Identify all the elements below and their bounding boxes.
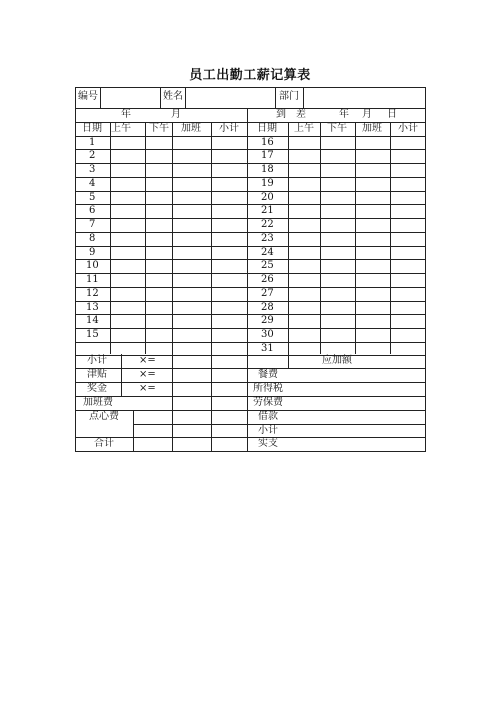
overtime-pay-label: 加班费 (83, 397, 113, 408)
col-overtime-right: 加班 (362, 123, 382, 134)
day-number: 3 (89, 164, 96, 175)
row-line (75, 246, 426, 247)
row-line (75, 218, 426, 219)
col-am-right: 上午 (294, 123, 314, 134)
day-number: 27 (261, 288, 274, 299)
col-am-left: 上午 (111, 123, 131, 134)
subtotal-right-label: 小计 (258, 425, 278, 436)
meal-label: 餐费 (258, 369, 278, 380)
column-header-line (75, 136, 426, 137)
row-line (75, 273, 426, 274)
day-number: 19 (261, 178, 274, 189)
day-number: 22 (261, 219, 274, 230)
day-number: 23 (261, 233, 274, 244)
row-line (75, 149, 426, 150)
day-number: 6 (89, 205, 96, 216)
col-subtotal-right: 小计 (398, 123, 418, 134)
summary-divider (133, 410, 134, 452)
day-number: 8 (89, 233, 96, 244)
row-line (75, 191, 426, 192)
income-tax-label: 所得税 (253, 383, 283, 394)
day-number: 31 (261, 343, 274, 354)
col-pm-left: 下午 (149, 123, 169, 134)
grid-divider (145, 122, 146, 354)
row-line (75, 259, 426, 260)
summary-divider (121, 354, 122, 396)
day-number: 11 (86, 274, 99, 285)
col-subtotal-left: 小计 (219, 123, 239, 134)
header-divider (275, 87, 276, 108)
id-field[interactable] (101, 88, 159, 107)
snack-pay-label: 点心费 (89, 411, 119, 422)
row-line (75, 204, 426, 205)
month2-label: 月 (362, 109, 372, 120)
allowance-label: 津贴 (87, 369, 107, 380)
col-overtime-left: 加班 (181, 123, 201, 134)
row-line (75, 163, 426, 164)
day-number: 28 (261, 302, 274, 313)
year-label: 年 (121, 109, 131, 120)
day-number: 25 (261, 260, 274, 271)
day-number: 10 (86, 260, 99, 271)
day-number: 2 (89, 150, 96, 161)
diff-label: 差 (296, 109, 306, 120)
header-divider (160, 87, 161, 108)
grid-divider (390, 122, 391, 354)
page-title: 员工出勤工薪记算表 (189, 68, 311, 83)
day-number: 12 (86, 288, 99, 299)
summary-row-line (75, 410, 426, 411)
bonus-times-eq: ×= (139, 383, 156, 394)
bonus-label: 奖金 (87, 383, 107, 394)
day-number: 18 (261, 164, 274, 175)
payable-label: 应加额 (322, 355, 352, 366)
day-number: 1 (89, 137, 96, 148)
row-line (75, 328, 426, 329)
day-number: 14 (86, 315, 99, 326)
summary-row-line (133, 424, 426, 425)
subtotal-label: 小计 (87, 355, 107, 366)
grid-divider (355, 122, 356, 354)
name-field[interactable] (186, 88, 274, 107)
to-label: 到 (276, 109, 286, 120)
day-number: 29 (261, 315, 274, 326)
border-right (425, 87, 426, 452)
day-number: 4 (89, 178, 96, 189)
row-line (75, 232, 426, 233)
day-number: 21 (261, 205, 274, 216)
name-label: 姓名 (163, 91, 183, 102)
allowance-times-eq: ×= (139, 369, 156, 380)
summary-row-line (75, 396, 426, 397)
row-line (75, 355, 426, 356)
grid-divider (247, 108, 248, 452)
labor-insurance-label: 劳保费 (253, 397, 283, 408)
day-number: 26 (261, 274, 274, 285)
grid-divider (110, 122, 111, 354)
row-line (75, 342, 426, 343)
dept-field[interactable] (304, 88, 424, 107)
id-label: 编号 (78, 91, 98, 102)
day-number: 7 (89, 219, 96, 230)
day-number: 17 (261, 150, 274, 161)
attendance-form (75, 87, 426, 452)
row-line (75, 287, 426, 288)
row-line (75, 177, 426, 178)
col-date-left: 日期 (82, 123, 102, 134)
net-pay-label: 实支 (258, 438, 278, 449)
border-left (75, 87, 76, 452)
col-date-right: 日期 (257, 123, 277, 134)
year2-label: 年 (339, 109, 349, 120)
day-number: 13 (86, 302, 99, 313)
day-label: 日 (387, 109, 397, 120)
grid-divider (288, 122, 289, 368)
loan-label: 借款 (258, 411, 278, 422)
col-pm-right: 下午 (327, 123, 347, 134)
border-bottom (75, 451, 426, 452)
day-number: 30 (261, 329, 274, 340)
dept-label: 部门 (279, 91, 299, 102)
day-number: 20 (261, 192, 274, 203)
month-label: 月 (171, 109, 181, 120)
summary-row-line (75, 382, 426, 383)
day-number: 15 (86, 329, 99, 340)
day-number: 9 (89, 247, 96, 258)
row-line (75, 314, 426, 315)
day-number: 24 (261, 247, 274, 258)
subtotal-times-eq: ×= (139, 355, 156, 366)
grid-divider (320, 122, 321, 354)
day-number: 5 (89, 192, 96, 203)
summary-row-line (75, 437, 426, 438)
summary-row-line (75, 368, 426, 369)
day-number: 16 (261, 137, 274, 148)
row-line (75, 301, 426, 302)
total-label: 合计 (94, 438, 114, 449)
